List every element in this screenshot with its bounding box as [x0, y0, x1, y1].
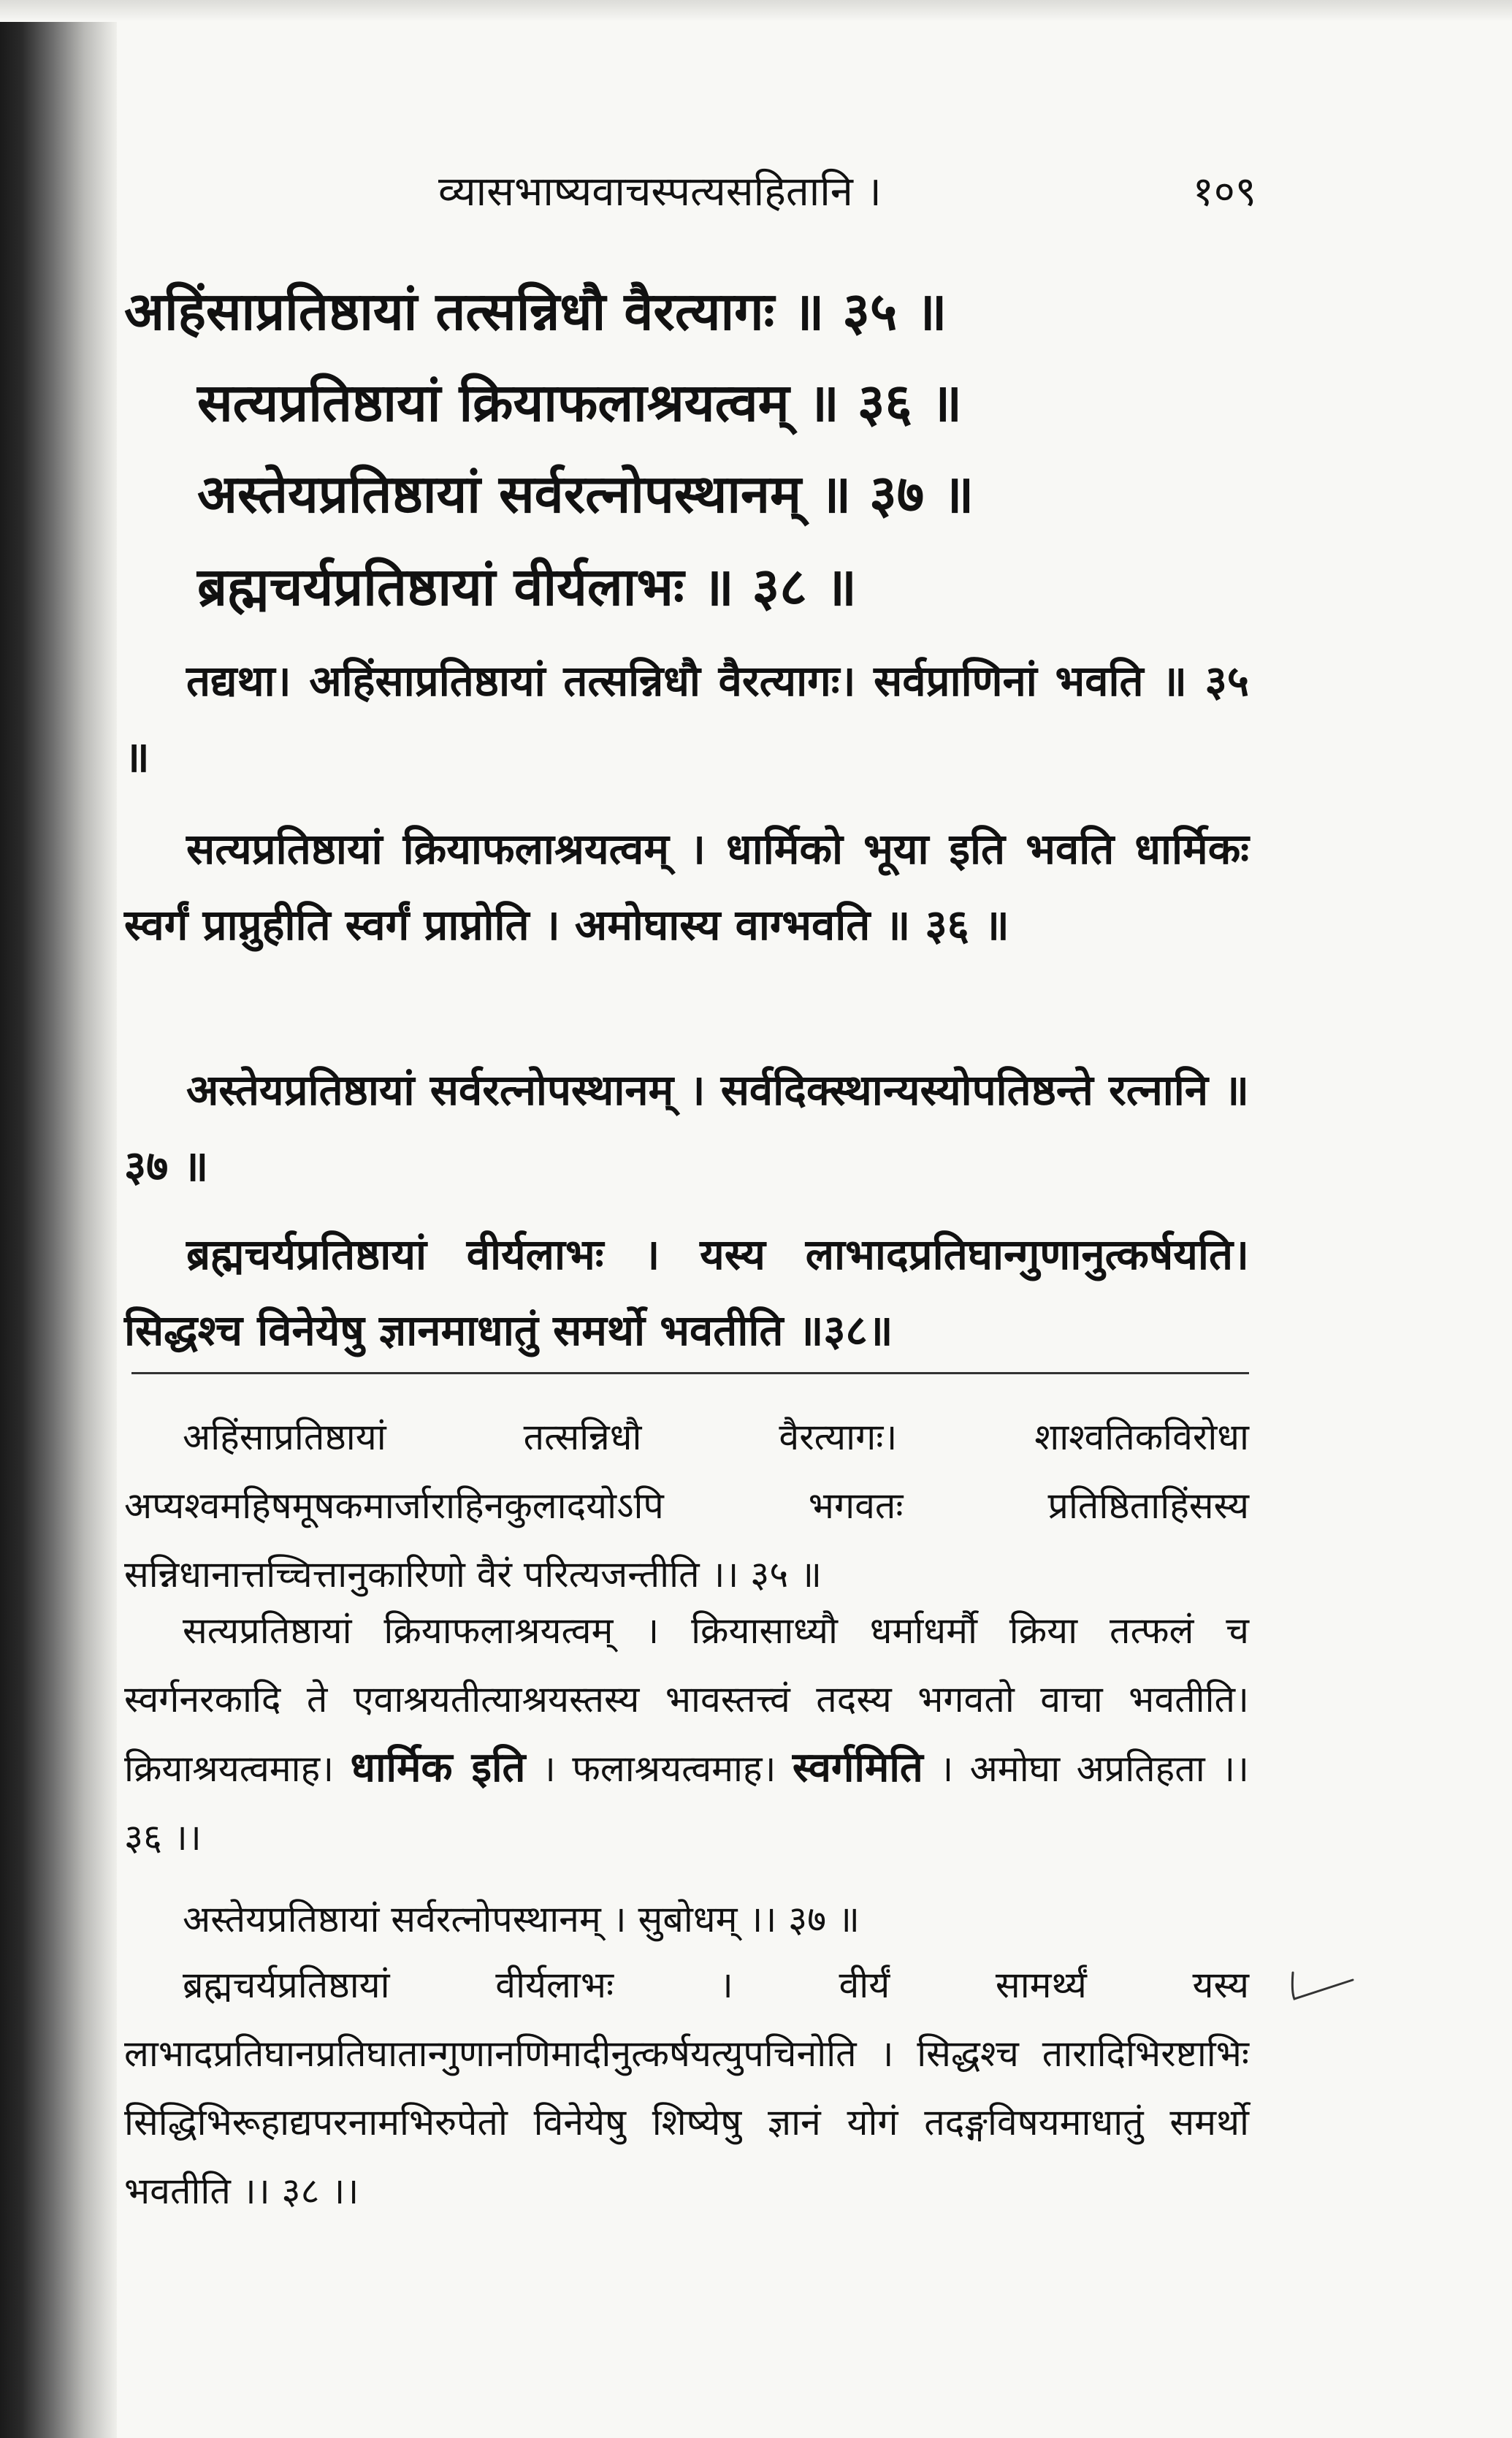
commentary-35: अहिंसाप्रतिष्ठायां तत्सन्निधौ वैरत्यागः। शाश्वतिकविरोधा अप्यश्वमहिषमूषकमार्जाराहिनकुलादयोऽपि भगवतः प्रतिष्ठिताहिंसस्य सन्निधानात्तच्चित्तानुकारिणो वैरं परित्यजन्तीति ।। ३५ ॥: [124, 1416, 1249, 1596]
sutra-36: सत्यप्रतिष्ठायां क्रियाफलाश्रयत्वम् ॥ ३६ ॥: [197, 372, 963, 433]
page-number: १०९: [1192, 168, 1256, 216]
sutra-38: ब्रह्मचर्यप्रतिष्ठायां वीर्यलाभः ॥ ३८ ॥: [197, 556, 857, 617]
commentary-36-text-c: । फलाश्रयत्वमाह।: [541, 1748, 776, 1790]
sutra-37: अस्तेयप्रतिष्ठायां सर्वरत्नोपस्थानम् ॥ ३७ ॥: [197, 463, 974, 525]
commentary-36-text-a: सत्यप्रतिष्ठायां क्रियाफलाश्रयत्वम् । क्रियासाध्यौ धर्माधर्मौ क्रिया तत्फलं च स्वर्गनरकादि ते एवाश्रयतीत्याश्रयस्तस्य भावस्तत्त्वं तदस्य भगवतो वाचा भवतीति। क्रियाश्रयत्वमाह।: [124, 1610, 1249, 1790]
page-top-edge: [0, 0, 1512, 22]
commentary-36: [124, 1596, 1249, 1872]
footnote-divider: [131, 1372, 1249, 1374]
running-title: व्यासभाष्यवाचस्पत्यसहितानि ।: [438, 168, 882, 216]
bhashya-35: तद्यथा। अहिंसाप्रतिष्ठायां तत्सन्निधौ वैरत्यागः। सर्वप्राणिनां भवति ॥ ३५ ॥: [124, 656, 1249, 782]
book-spine-shadow: [0, 0, 117, 2438]
page-header: [438, 162, 1256, 221]
bhashya-37: अस्तेयप्रतिष्ठायां सर्वरत्नोपस्थानम् । सर्वदिक्स्थान्यस्योपतिष्ठन्ते रत्नानि ॥ ३७ ॥: [124, 1065, 1249, 1191]
commentary-36-term-dharmika: धार्मिक इति: [350, 1744, 526, 1791]
commentary-38: ब्रह्मचर्यप्रतिष्ठायां वीर्यलाभः । वीर्यं सामर्थ्यं यस्य लाभादप्रतिघानप्रतिघातान्गुणानणिमादीनुत्कर्षयत्युपचिनोति । सिद्धश्च तारादिभिरष्टाभिः सिद्धिभिरूहाद्यपरनामभिरुपेतो विनेयेषु शिष्येषु ज्ञानं योगं तदङ्गविषयमाधातुं समर्थो भवतीति ।। ३८ ।।: [124, 1964, 1249, 2212]
sutra-35: अहिंसाप्रतिष्ठायां तत्सन्निधौ वैरत्यागः ॥ ३५ ॥: [124, 281, 947, 342]
commentary-36-term-svarga: स्वर्गमिति: [792, 1744, 923, 1791]
bhashya-36: सत्यप्रतिष्ठायां क्रियाफलाश्रयत्वम् । धार्मिको भूया इति भवति धार्मिकः स्वर्गं प्राप्नुहीति स्वर्गं प्राप्नोति । अमोघास्य वाग्भवति ॥ ३६ ॥: [124, 824, 1249, 950]
bhashya-38: ब्रह्मचर्यप्रतिष्ठायां वीर्यलाभः । यस्य लाभादप्रतिघान्गुणानुत्कर्षयति। सिद्धश्च विनेयेषु ज्ञानमाधातुं समर्थो भवतीति ॥३८॥: [124, 1230, 1249, 1355]
commentary-36-text-e: । अमोघा अप्रतिहता ।। ३६ ।।: [124, 1748, 1249, 1859]
handwritten-tick-mark: [1287, 1964, 1360, 2008]
commentary-37: अस्तेयप्रतिष्ठायां सर्वरत्नोपस्थानम् । सुबोधम् ।। ३७ ॥: [183, 1898, 860, 1940]
